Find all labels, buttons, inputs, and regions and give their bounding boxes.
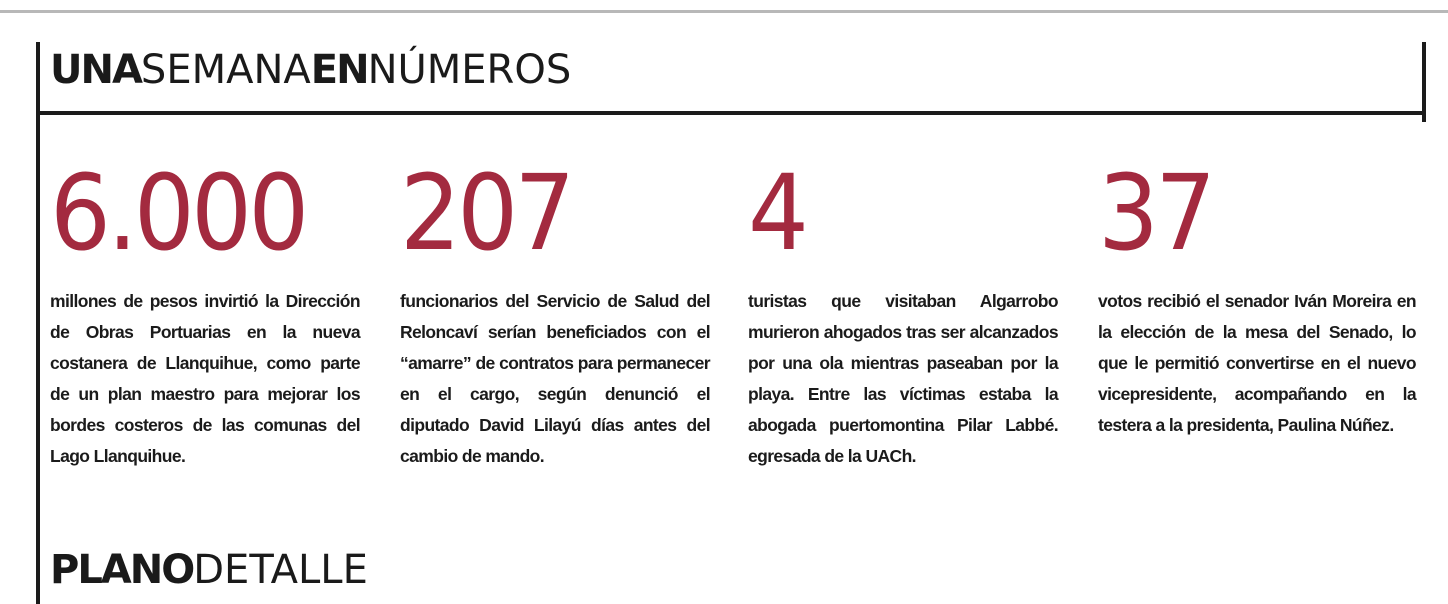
footer-section-title (50, 544, 368, 596)
stat-description: turistas que visitaban Algarrobo murieron ahogados tras ser alcanzados por una ola mientras paseaban por la playa. Entre las víctimas estaba la abogada puertomontina Pilar Labbé. egresada de la UACh. (748, 291, 1058, 466)
stat-column-1 (50, 148, 360, 472)
stat-column-4 (1098, 148, 1416, 441)
section-title-light-1: SEMANA (140, 47, 311, 93)
stat-number: 4 (748, 152, 806, 274)
section-title-bold-2: EN (310, 47, 368, 93)
section-title-bold-1: UNA (50, 47, 141, 93)
footer-title-bold: PLANO (50, 547, 194, 593)
stat-number: 207 (400, 152, 572, 274)
frame-right-rule (1422, 42, 1426, 122)
stat-description: millones de pesos invirtió la Dirección de Obras Portuarias en la nueva costanera de Llanquihue, como parte de un plan maestro para mejorar los bordes costeros de las comunas del Lago Llanquihue. (50, 291, 360, 466)
stat-column-2 (400, 148, 710, 472)
heading-underline (36, 111, 1426, 115)
stat-number: 37 (1098, 152, 1213, 274)
section-title-light-2: NÚMEROS (367, 47, 572, 93)
section-title (50, 44, 571, 96)
stat-number: 6.000 (50, 152, 306, 274)
stat-description: votos recibió el senador Iván Moreira en la elección de la mesa del Senado, lo que le permitió convertirse en el nuevo vicepresidente, acompañando en la testera a la presidenta, Paulina Núñez. (1098, 291, 1416, 435)
footer-title-light: DETALLE (193, 547, 368, 593)
top-divider (0, 10, 1448, 13)
frame-left-rule (36, 42, 40, 604)
stat-column-3 (748, 148, 1058, 472)
stat-description: funcionarios del Servicio de Salud del Reloncaví serían beneficiados con el “amarre” de contratos para permanecer en el cargo, según denunció el diputado David Lilayú días antes del cambio de mando. (400, 291, 710, 466)
